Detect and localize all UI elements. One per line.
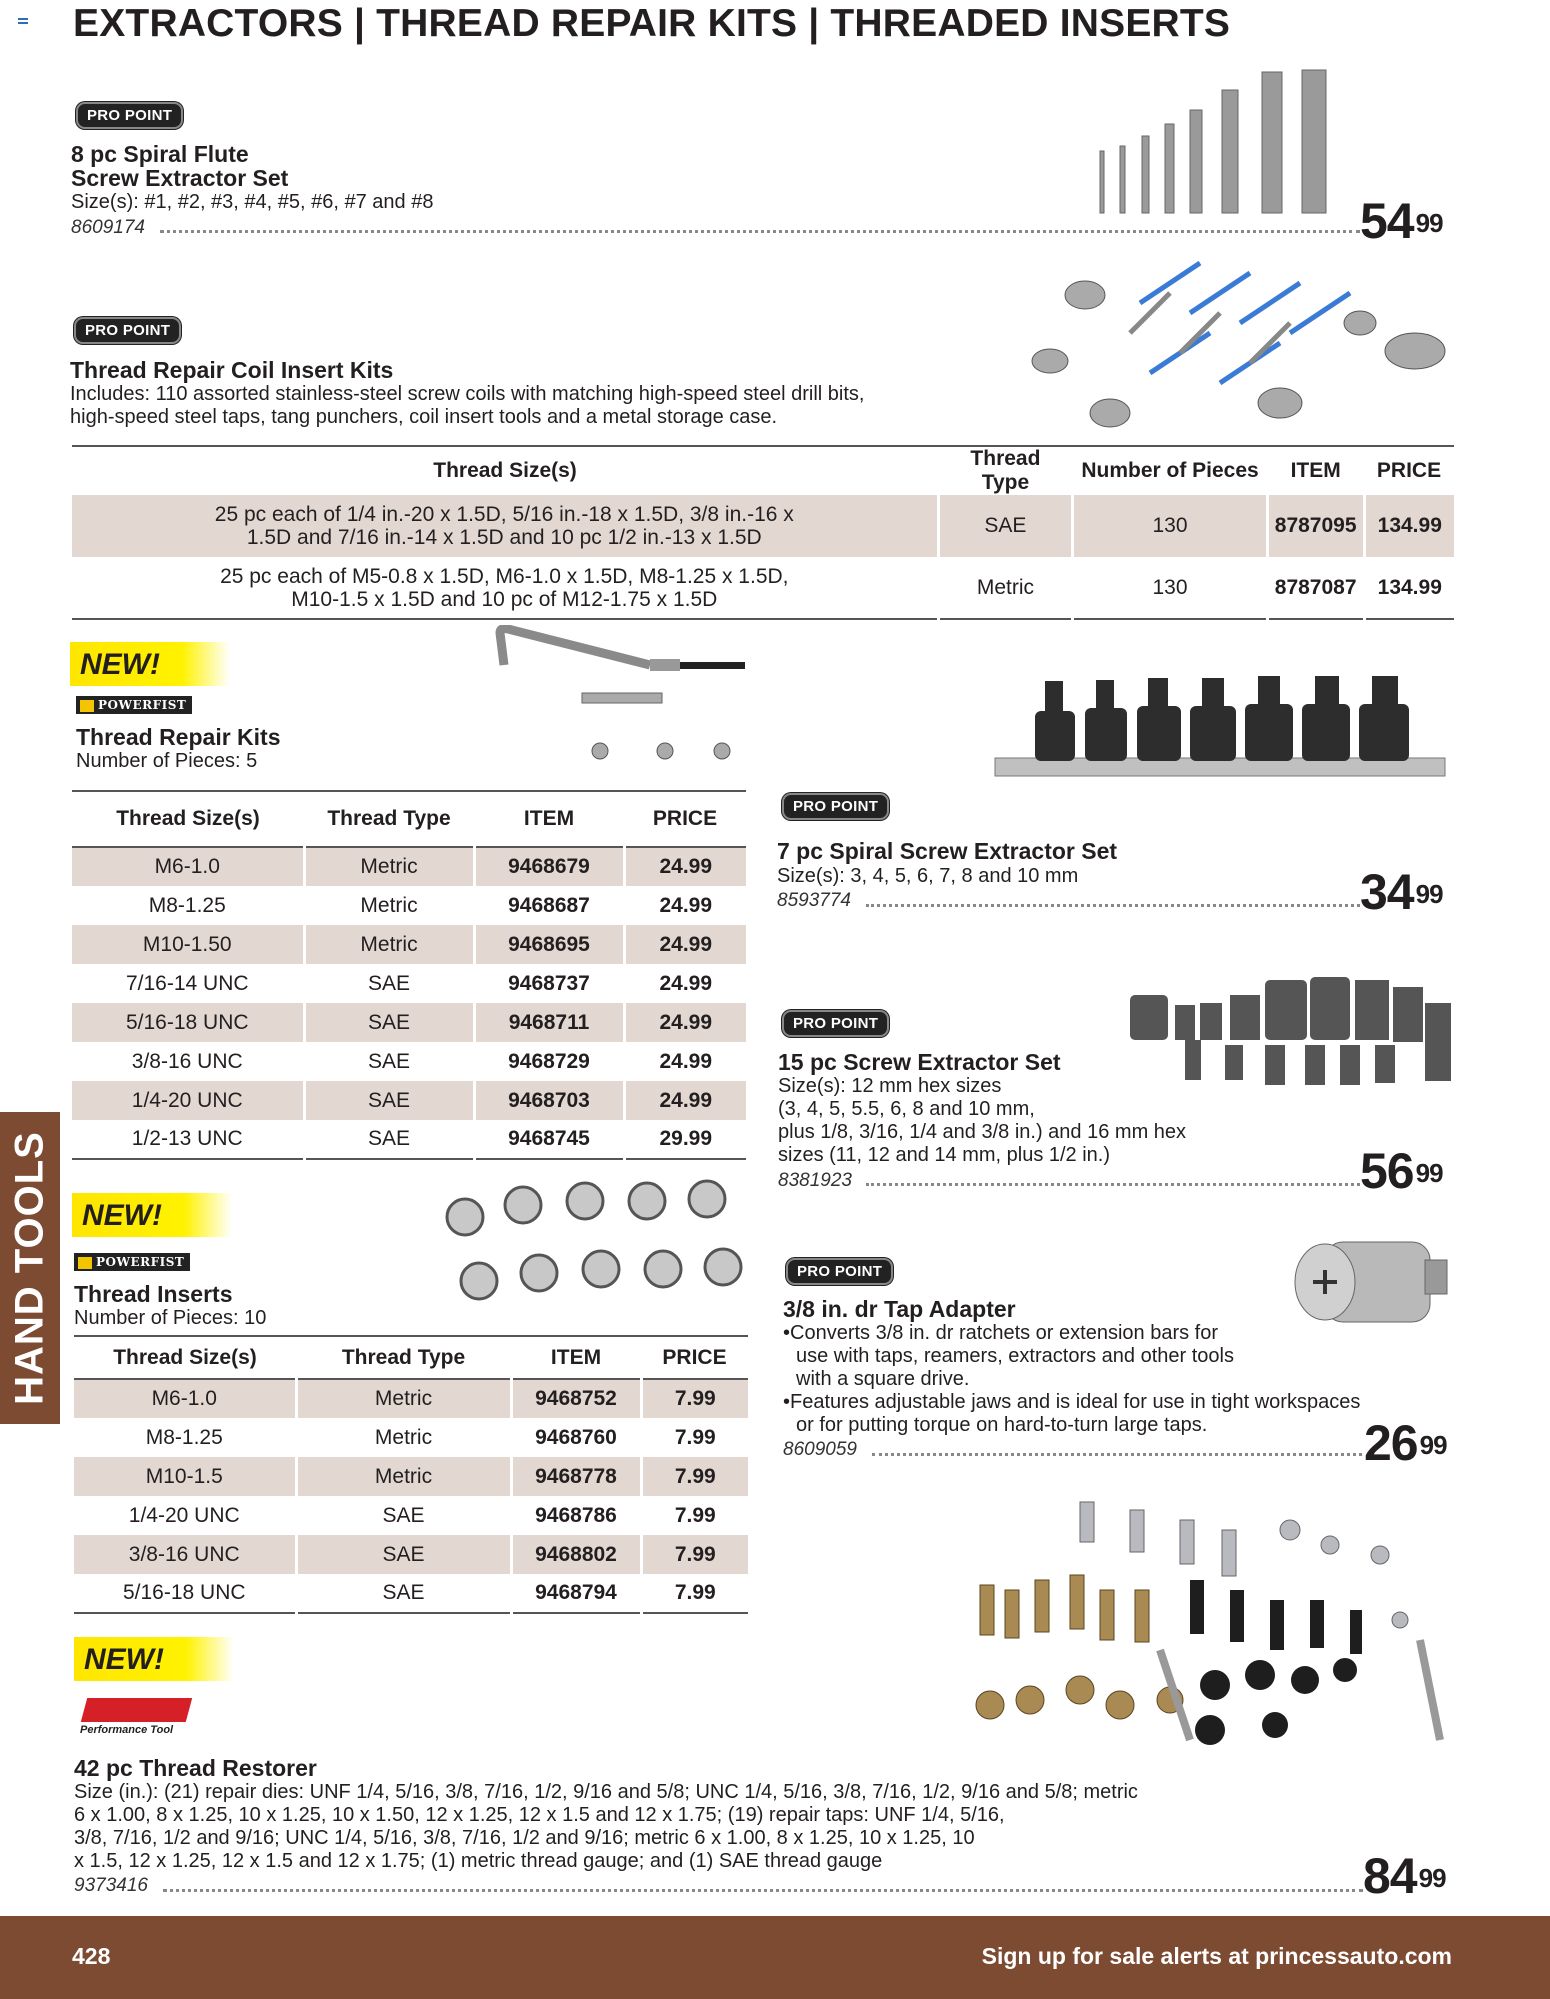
- product-title: Thread Inserts: [74, 1281, 233, 1307]
- col-header: Thread Size(s): [74, 1336, 296, 1379]
- page-heading: EXTRACTORS | THREAD REPAIR KITS | THREADED INSERTS: [73, 2, 1231, 45]
- cell: 5/16-18 UNC: [72, 1003, 304, 1042]
- cell: SAE: [938, 495, 1073, 557]
- product-sku: 8381923: [778, 1170, 852, 1191]
- new-badge: NEW!: [74, 1637, 234, 1681]
- repair-kit-image: [490, 625, 760, 765]
- product-title: 7 pc Spiral Screw Extractor Set: [777, 838, 1118, 864]
- cell: M6-1.0: [72, 847, 304, 886]
- table-row: [72, 1120, 746, 1159]
- col-header: Thread Type: [296, 1336, 511, 1379]
- product-sizes: Size(s): 3, 4, 5, 6, 7, 8 and 10 mm: [777, 865, 1079, 887]
- product-sizes: Size(s): #1, #2, #3, #4, #5, #6, #7 and #8: [71, 191, 434, 213]
- table-row: [72, 495, 1454, 557]
- cell: 9468760: [511, 1418, 641, 1457]
- product-sizes: sizes (11, 12 and 14 mm, plus 1/2 in.): [778, 1144, 1111, 1166]
- col-header: Number of Pieces: [1073, 446, 1267, 495]
- col-header: Thread Type: [304, 791, 474, 847]
- cell: M6-1.0: [74, 1379, 296, 1418]
- product-sizes: (3, 4, 5, 5.5, 6, 8 and 10 mm,: [778, 1098, 1035, 1120]
- pro-point-badge: PRO POINT: [786, 1258, 893, 1285]
- product-pieces: Number of Pieces: 5: [76, 750, 258, 772]
- page-footer: [0, 1916, 1550, 1999]
- cell: 7.99: [641, 1379, 748, 1418]
- logo-text: Performance Tool: [80, 1724, 174, 1736]
- product-title: 3/8 in. dr Tap Adapter: [783, 1296, 1016, 1322]
- product-sizes: plus 1/8, 3/16, 1/4 and 3/8 in.) and 16 mm hex: [778, 1121, 1187, 1143]
- cell: M10-1.50: [72, 925, 304, 964]
- cell: 9468679: [474, 847, 624, 886]
- bullet-text: or for putting torque on hard-to-turn large taps.: [796, 1414, 1208, 1436]
- product-sku: 8593774: [777, 890, 851, 911]
- product-pieces: Number of Pieces: 10: [74, 1307, 267, 1329]
- product-title: Screw Extractor Set: [71, 165, 289, 191]
- pro-point-badge: PRO POINT: [74, 317, 181, 344]
- cell: Metric: [296, 1379, 511, 1418]
- cell: 8787087: [1267, 557, 1364, 619]
- col-header: Thread Size(s): [72, 791, 304, 847]
- cell: SAE: [304, 1042, 474, 1081]
- cell: Metric: [304, 925, 474, 964]
- product-desc: Includes: 110 assorted stainless-steel screw coils with matching high-speed steel drill bits,: [70, 383, 865, 405]
- table-row: [72, 886, 746, 925]
- thread-inserts-image: [435, 1175, 755, 1325]
- col-header: ITEM: [1267, 446, 1364, 495]
- col-header: ITEM: [511, 1336, 641, 1379]
- thread-restorer-image: [960, 1500, 1450, 1755]
- product-sku: 8609059: [783, 1439, 857, 1460]
- pro-point-badge: PRO POINT: [782, 793, 889, 820]
- extractor7-image: [990, 676, 1450, 791]
- tap-adapter-image: [1285, 1230, 1455, 1340]
- col-header: ITEM: [474, 791, 624, 847]
- cell: 9468802: [511, 1535, 641, 1574]
- section-tab: [0, 1112, 60, 1424]
- table-row: [74, 1379, 748, 1418]
- corner-mark: [18, 18, 28, 24]
- product-title: 15 pc Screw Extractor Set: [778, 1049, 1061, 1075]
- leader-dots: [866, 904, 1360, 907]
- product-desc: high-speed steel taps, tang punchers, coil insert tools and a metal storage case.: [70, 406, 778, 428]
- cell: 9468687: [474, 886, 624, 925]
- col-header: PRICE: [624, 791, 746, 847]
- extractor15-image: [1125, 975, 1465, 1105]
- cell: 7.99: [641, 1535, 748, 1574]
- new-badge: NEW!: [72, 1193, 232, 1237]
- table-row: [74, 1418, 748, 1457]
- cell: 9468786: [511, 1496, 641, 1535]
- cell: 7/16-14 UNC: [125, 971, 249, 995]
- bullet-text: with a square drive.: [796, 1368, 970, 1390]
- cell: 25 pc each of M5-0.8 x 1.5D, M6-1.0 x 1.5D, M8-1.25 x 1.5D,: [220, 564, 789, 588]
- cell: 9468737: [474, 964, 624, 1003]
- table-row: [74, 1457, 748, 1496]
- leader-dots: [163, 1889, 1363, 1892]
- product-sizes: 6 x 1.00, 8 x 1.25, 10 x 1.25, 10 x 1.50, 12 x 1.25, 12 x 1.5 and 12 x 1.75; (19) repair taps: UNF 1/4, 5/16,: [74, 1804, 1005, 1826]
- cell: 3/8-16 UNC: [74, 1535, 296, 1574]
- col-header: PRICE: [641, 1336, 748, 1379]
- cell: SAE: [296, 1535, 511, 1574]
- cell: SAE: [304, 964, 474, 1003]
- cell: 7.99: [641, 1418, 748, 1457]
- table-row: [72, 557, 1454, 619]
- table-row: [72, 964, 746, 1003]
- product-sizes: Size(s): 12 mm hex sizes: [778, 1075, 1002, 1097]
- cell: 1/4-20 UNC: [128, 1503, 240, 1527]
- cell: 24.99: [624, 964, 746, 1003]
- col-header: Thread Size(s): [72, 446, 938, 495]
- product-price: $34^{99}$: [1360, 864, 1443, 920]
- coil-kit-image: [1030, 243, 1450, 433]
- cell: 9468745: [474, 1120, 624, 1159]
- leader-dots: [872, 1453, 1362, 1456]
- col-header: Thread Type: [938, 446, 1073, 495]
- cell: 25 pc each of 1/4 in.-20 x 1.5D, 5/16 in.-18 x 1.5D, 3/8 in.-16 x: [214, 503, 794, 526]
- cell: 9468752: [511, 1379, 641, 1418]
- table-row: [74, 1496, 748, 1535]
- cell: 9468778: [511, 1457, 641, 1496]
- table-row: [72, 925, 746, 964]
- product-price: $54^{99}$: [1360, 193, 1443, 249]
- cell: M10-1.5 x 1.5D and 10 pc of M12-1.75 x 1.5D: [291, 587, 718, 611]
- product-price: $26^{99}$: [1364, 1415, 1447, 1471]
- page-number: 428: [72, 1943, 111, 1969]
- cell: 24.99: [624, 886, 746, 925]
- cell: 9468729: [474, 1042, 624, 1081]
- bullet-text: •Converts 3/8 in. dr ratchets or extension bars for: [783, 1322, 1218, 1344]
- cell: Metric: [296, 1418, 511, 1457]
- cell: SAE: [296, 1496, 511, 1535]
- cell: 3/8-16 UNC: [131, 1049, 243, 1073]
- cell: 7.99: [641, 1574, 748, 1613]
- cell: 1/2-13 UNC: [131, 1127, 243, 1150]
- product-sizes: Size (in.): (21) repair dies: UNF 1/4, 5/16, 3/8, 7/16, 1/2, 9/16 and 5/8; UNC 1/4, 5/16, 3/8, 7/16, 1/2, 9/16 and 5/8; metric: [74, 1781, 1138, 1803]
- product-sku: 9373416: [74, 1875, 148, 1896]
- cell: 130: [1073, 495, 1267, 557]
- table-row: [72, 1081, 746, 1120]
- cell: Metric: [304, 847, 474, 886]
- product-sku: 8609174: [71, 217, 145, 238]
- cell: 24.99: [624, 1003, 746, 1042]
- table-row: [74, 1535, 748, 1574]
- col-header: PRICE: [1364, 446, 1454, 495]
- cell: 130: [1073, 557, 1267, 619]
- powerfist-icon: [80, 700, 94, 712]
- cell: 9468794: [511, 1574, 641, 1613]
- cell: 1.5D and 7/16 in.-14 x 1.5D and 10 pc 1/2 in.-13 x 1.5D: [246, 526, 762, 549]
- cell: 9468711: [474, 1003, 624, 1042]
- product-price: $56^{99}$: [1360, 1143, 1443, 1199]
- cell: 29.99: [624, 1120, 746, 1159]
- leader-dots: [160, 230, 1360, 233]
- cell: 24.99: [624, 1042, 746, 1081]
- repair-kits-table: [72, 790, 746, 1160]
- pro-point-badge: PRO POINT: [782, 1010, 889, 1037]
- product-title: Thread Repair Coil Insert Kits: [70, 357, 394, 383]
- product-sizes: 3/8, 7/16, 1/2 and 9/16; UNC 1/4, 5/16, 3/8, 7/16, 1/2 and 9/16; metric 6 x 1.00, 8 x 1.25, 10 x 1.25, 10: [74, 1827, 975, 1849]
- cell: M8-1.25: [148, 893, 226, 917]
- new-badge: NEW!: [70, 642, 230, 686]
- leader-dots: [866, 1183, 1360, 1186]
- cell: 5/16-18 UNC: [122, 1581, 246, 1604]
- product-title: 8 pc Spiral Flute: [71, 141, 249, 167]
- performance-tool-logo: [76, 1693, 191, 1738]
- powerfist-logo: POWERFIST: [76, 696, 192, 714]
- cell: M10-1.5: [74, 1457, 296, 1496]
- cell: M8-1.25: [145, 1425, 223, 1449]
- product-price: $84^{99}$: [1363, 1848, 1446, 1904]
- cell: SAE: [304, 1003, 474, 1042]
- cell: 24.99: [624, 925, 746, 964]
- section-tab-label: HAND TOOLS: [7, 1131, 52, 1405]
- cell: 24.99: [624, 847, 746, 886]
- cell: 7.99: [641, 1457, 748, 1496]
- cell: 8787095: [1267, 495, 1364, 557]
- bullet-text: use with taps, reamers, extractors and other tools: [796, 1345, 1234, 1367]
- thread-inserts-table: [74, 1335, 748, 1614]
- pro-point-badge: PRO POINT: [76, 102, 183, 129]
- product-title: Thread Repair Kits: [76, 724, 281, 750]
- cell: Metric: [304, 886, 474, 925]
- extractor-set-image: [1090, 66, 1340, 216]
- product-sizes: x 1.5, 12 x 1.25, 12 x 1.5 and 12 x 1.75; (1) metric thread gauge; and (1) SAE thread gauge: [74, 1850, 883, 1872]
- cell: SAE: [304, 1120, 474, 1159]
- powerfist-logo: POWERFIST: [74, 1253, 190, 1271]
- table-row: [72, 1042, 746, 1081]
- table-row: [72, 847, 746, 886]
- cell: Metric: [938, 557, 1073, 619]
- cell: 24.99: [624, 1081, 746, 1120]
- cell: 1/4-20 UNC: [72, 1081, 304, 1120]
- cell: SAE: [304, 1081, 474, 1120]
- table-row: [74, 1574, 748, 1613]
- powerfist-icon: [78, 1257, 92, 1269]
- table-row: [72, 1003, 746, 1042]
- coil-insert-table: [72, 445, 1454, 620]
- cell: 7.99: [641, 1496, 748, 1535]
- cell: 134.99: [1364, 495, 1454, 557]
- cell: SAE: [296, 1574, 511, 1613]
- product-title: 42 pc Thread Restorer: [74, 1755, 317, 1781]
- cell: Metric: [296, 1457, 511, 1496]
- cell: 134.99: [1364, 557, 1454, 619]
- signup-link[interactable]: Sign up for sale alerts at princessauto.com: [981, 1943, 1452, 1969]
- cell: 9468695: [474, 925, 624, 964]
- bullet-text: •Features adjustable jaws and is ideal for use in tight workspaces: [783, 1391, 1361, 1413]
- cell: 9468703: [474, 1081, 624, 1120]
